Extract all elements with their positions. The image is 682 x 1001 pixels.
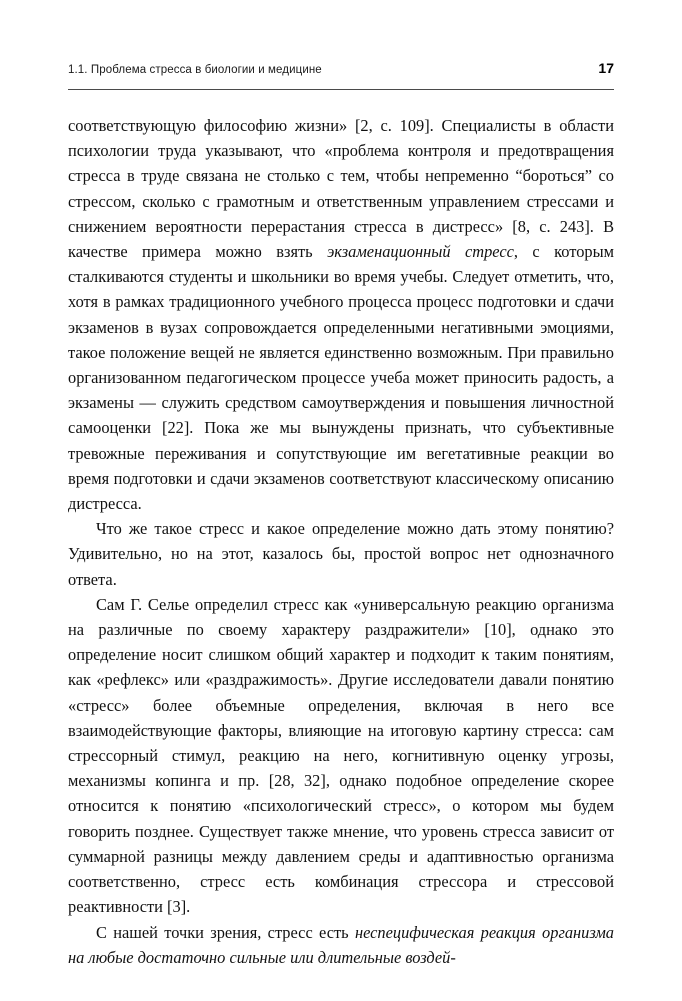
running-title: 1.1. Проблема стресса в биологии и медицине <box>68 64 322 76</box>
text-run: Сам Г. Селье определил стресс как «универсальную реакцию организма на различные по своему характеру раздражители» [10], однако это определение носит слишком общий характер и подходит к таким понятиям, как «рефлекс» или «раздражимость». Другие исследователи давали понятию «стресс» более объемные определения, включая в него все взаимодействующие факторы, влияющие на итоговую картину стресса: сам стрессорный стимул, реакцию на него, когнитивную оценку угрозы, механизмы копинга и пр. [28, 32], однако подобное определение скорее относится к понятию «психологический стресс», о котором мы будем говорить позднее. Существует также мнение, что уровень стресса зависит от суммарной разницы между давлением среды и адаптивностью организма соответственно, стресс есть комбинация стрессора и стрессовой реактивности [3]. <box>68 594 614 917</box>
page-number: 17 <box>598 60 614 76</box>
text-run: С нашей точки зрения, стресс есть <box>96 922 355 942</box>
page-header <box>68 60 614 82</box>
paragraph-2 <box>68 516 614 592</box>
emphasis-text: неспецифическая реакция организма на любые достаточно сильные или длительные воздей- <box>68 922 614 967</box>
body-text <box>68 113 614 970</box>
emphasis-text: экзаменационный стресс <box>327 242 514 262</box>
text-run: , с которым сталкиваются студенты и школьники во время учебы. Следует отметить, что, хотя в рамках традиционного учебного процесса процесс подготовки и сдачи экзаменов в вузах сопровождается определенными негативными эмоциями, такое положение вещей не является единственно возможным. При правильно организованном педагогическом процессе учеба может приносить радость, а экзамены — служить средством самоутверждения и повышения личностной самооценки [22]. Пока же мы вынуждены признать, что субъективные тревожные переживания и сопутствующие им вегетативные реакции во время подготовки и сдачи экзаменов соответствуют классическому описанию дистресса. <box>68 242 614 514</box>
paragraph-1 <box>68 113 614 516</box>
paragraph-3 <box>68 592 614 920</box>
header-divider <box>68 89 614 90</box>
text-run: Что же такое стресс и какое определение можно дать этому понятию? Удивительно, но на этот, казалось бы, простой вопрос нет однозначного ответа. <box>68 519 614 589</box>
paragraph-4 <box>68 920 614 970</box>
text-run: соответствующую философию жизни» [2, с. 109]. Специалисты в области психологии труда указывают, что «проблема контроля и предотвращения стресса в труде связана не столько с тем, чтобы непременно “бороться” со стрессом, сколько с грамотным и ответственным управлением стрессами и снижением вероятности перерастания стресса в дистресс» [8, с. 243]. В качестве примера можно взять <box>68 116 614 262</box>
